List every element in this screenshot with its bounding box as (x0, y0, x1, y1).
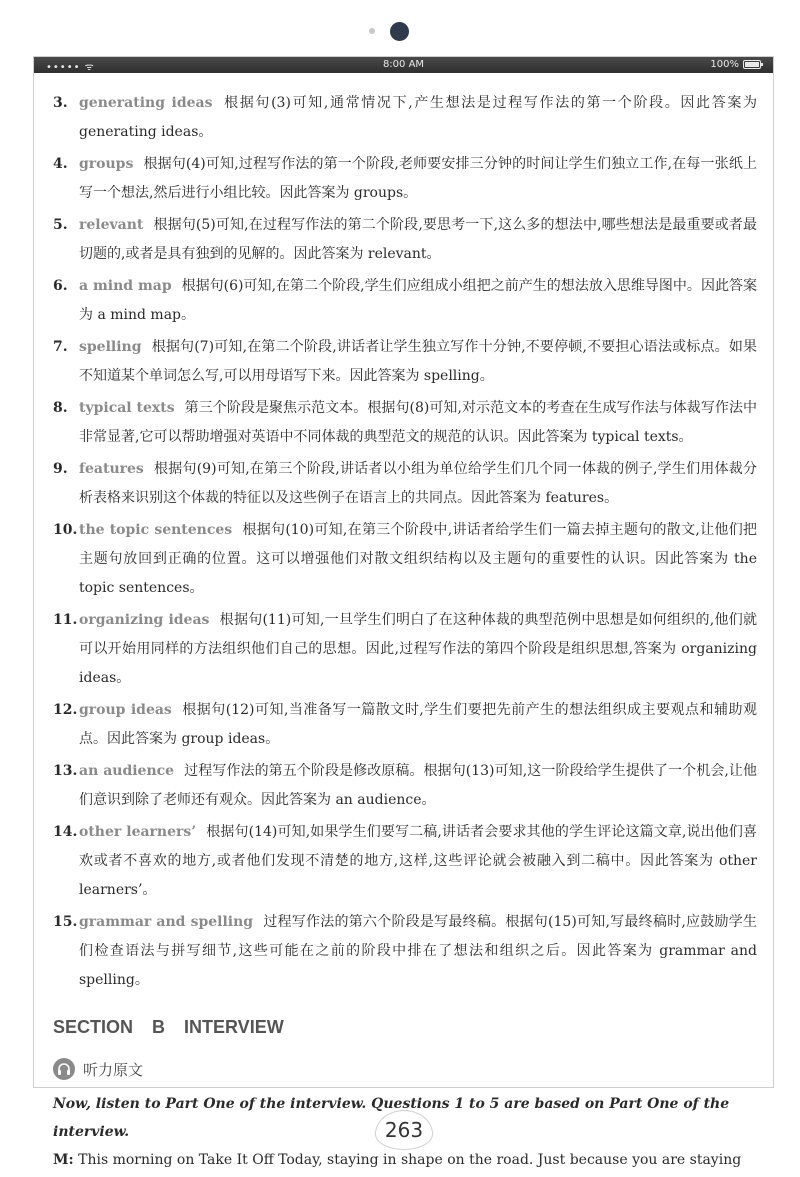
answer-item (53, 908, 757, 995)
item-body (79, 696, 757, 754)
answer-item (53, 696, 757, 754)
status-time: 8:00 AM (382, 59, 425, 70)
item-answer: an audience (79, 763, 175, 779)
document-body (34, 73, 773, 1174)
item-body (79, 818, 757, 905)
signal-indicator: ••••• ᯤ (46, 62, 95, 73)
item-number: 8. (53, 400, 68, 416)
answer-item (53, 455, 757, 513)
item-number: 4. (53, 156, 68, 172)
answer-item (53, 818, 757, 905)
dialogue-line (53, 1146, 757, 1174)
battery-indicator (710, 59, 761, 70)
answer-item (53, 757, 757, 815)
item-number: 6. (53, 278, 68, 294)
item-answer: typical texts (79, 400, 175, 416)
item-number: 14. (53, 824, 78, 840)
item-answer: a mind map (79, 278, 172, 294)
item-body (79, 89, 757, 147)
item-explanation: 过程写作法的第六个阶段是写最终稿。根据句(15)可知,写最终稿时,应鼓励学生们检查语法与拼写细节,这些可能在之前的阶段中排在了想法和组织之后。因此答案为 grammar and spelling。 (79, 914, 757, 988)
item-explanation: 根据句(14)可知,如果学生们要写二稿,讲话者会要求其他的学生评论这篇文章,说出他们喜欢或者不喜欢的地方,或者他们发现不清楚的地方,这样,这些评论就会被融入到二稿中。因此答案为 other learners’。 (79, 824, 757, 898)
transcript-label: 听力原文 (83, 1060, 144, 1079)
dialogue-text: This morning on Take It Off Today, staying in shape on the road. Just because you are staying (78, 1152, 742, 1168)
answer-item (53, 606, 757, 693)
item-explanation: 过程写作法的第五个阶段是修改原稿。根据句(13)可知,这一阶段给学生提供了一个机会,让他们意识到除了老师还有观众。因此答案为 an audience。 (79, 763, 758, 808)
item-explanation: 根据句(7)可知,在第二个阶段,讲话者让学生独立写作十分钟,不要停顿,不要担心语法或标点。如果不知道某个单词怎么写,可以用母语写下来。因此答案为 spelling。 (79, 339, 757, 384)
answer-item (53, 150, 757, 208)
instruction-text: Now, listen to Part One of the interview. Questions 1 to 5 are based on Part One of the interview. (53, 1096, 730, 1140)
item-explanation: 根据句(11)可知,一旦学生们明白了在这种体裁的典型范例中思想是如何组织的,他们就可以开始用同样的方法组织他们自己的思想。因此,过程写作法的第四个阶段是组织思想,答案为 organizing ideas。 (79, 612, 757, 686)
item-body (79, 606, 757, 693)
item-number: 5. (53, 217, 68, 233)
item-number: 12. (53, 702, 78, 718)
answer-item (53, 211, 757, 269)
item-body (79, 516, 757, 603)
item-body (79, 211, 757, 269)
answer-item (53, 394, 757, 452)
item-number: 13. (53, 763, 78, 779)
item-answer: the topic sentences (79, 522, 233, 538)
item-explanation: 根据句(4)可知,过程写作法的第一个阶段,老师要安排三分钟的时间让学生们独立工作,在每一张纸上写一个想法,然后进行小组比较。因此答案为 groups。 (79, 156, 757, 201)
status-bar (34, 57, 773, 73)
speaker-label: M: (53, 1152, 74, 1168)
answer-item (53, 89, 757, 147)
item-number: 15. (53, 914, 78, 930)
item-body (79, 150, 757, 208)
item-explanation: 根据句(10)可知,在第三个阶段中,讲话者给学生们一篇去掉主题句的散文,让他们把主题句放回到正确的位置。这可以增强他们对散文组织结构以及主题句的重要性的认识。因此答案为 the topic sentences。 (79, 522, 757, 596)
item-number: 10. (53, 522, 78, 538)
camera-icon (390, 22, 409, 41)
item-answer: grammar and spelling (79, 914, 254, 930)
item-number: 11. (53, 612, 78, 628)
item-body (79, 394, 757, 452)
answer-item (53, 516, 757, 603)
item-answer: relevant (79, 217, 144, 233)
item-body (79, 455, 757, 513)
item-answer: organizing ideas (79, 612, 210, 628)
item-body (79, 757, 757, 815)
item-answer: groups (79, 156, 134, 172)
item-explanation: 根据句(3)可知,通常情况下,产生想法是过程写作法的第一个阶段。因此答案为 generating ideas。 (79, 95, 758, 140)
headphones-icon (53, 1058, 75, 1080)
section-title: SECTION B INTERVIEW (53, 1017, 284, 1037)
answer-item (53, 272, 757, 330)
item-body (79, 272, 757, 330)
answer-item (53, 333, 757, 391)
item-explanation: 根据句(6)可知,在第二个阶段,学生们应组成小组把之前产生的想法放入思维导图中。因此答案为 a mind map。 (79, 278, 757, 323)
answer-list (53, 89, 757, 995)
battery-percent: 100% (710, 59, 739, 70)
item-answer: spelling (79, 339, 142, 355)
item-answer: other learners’ (79, 824, 197, 840)
item-number: 7. (53, 339, 68, 355)
transcript-heading (53, 1058, 757, 1080)
item-answer: group ideas (79, 702, 172, 718)
item-explanation: 根据句(12)可知,当准备写一篇散文时,学生们要把先前产生的想法组织成主要观点和辅助观点。因此答案为 group ideas。 (79, 702, 758, 747)
item-answer: features (79, 461, 144, 477)
item-explanation: 第三个阶段是聚焦示范文本。根据句(8)可知,对示范文本的考查在生成写作法与体裁写作法中非常显著,它可以帮助增强对英语中不同体裁的典型范文的规范的认识。因此答案为 typical texts。 (79, 400, 757, 445)
item-explanation: 根据句(5)可知,在过程写作法的第二个阶段,要思考一下,这么多的想法中,哪些想法是最重要或者最切题的,或者是具有独到的见解的。因此答案为 relevant。 (79, 217, 757, 262)
item-answer: generating ideas (79, 95, 213, 111)
page-number: 263 (375, 1110, 433, 1150)
item-explanation: 根据句(9)可知,在第三个阶段,讲话者以小组为单位给学生们几个同一体裁的例子,学生们用体裁分析表格来识别这个体裁的特征以及这些例子在语言上的共同点。因此答案为 features。 (79, 461, 757, 506)
item-number: 9. (53, 461, 68, 477)
item-number: 3. (53, 95, 68, 111)
item-body (79, 908, 757, 995)
camera-sensor (369, 28, 375, 34)
battery-icon (743, 60, 761, 69)
item-body (79, 333, 757, 391)
